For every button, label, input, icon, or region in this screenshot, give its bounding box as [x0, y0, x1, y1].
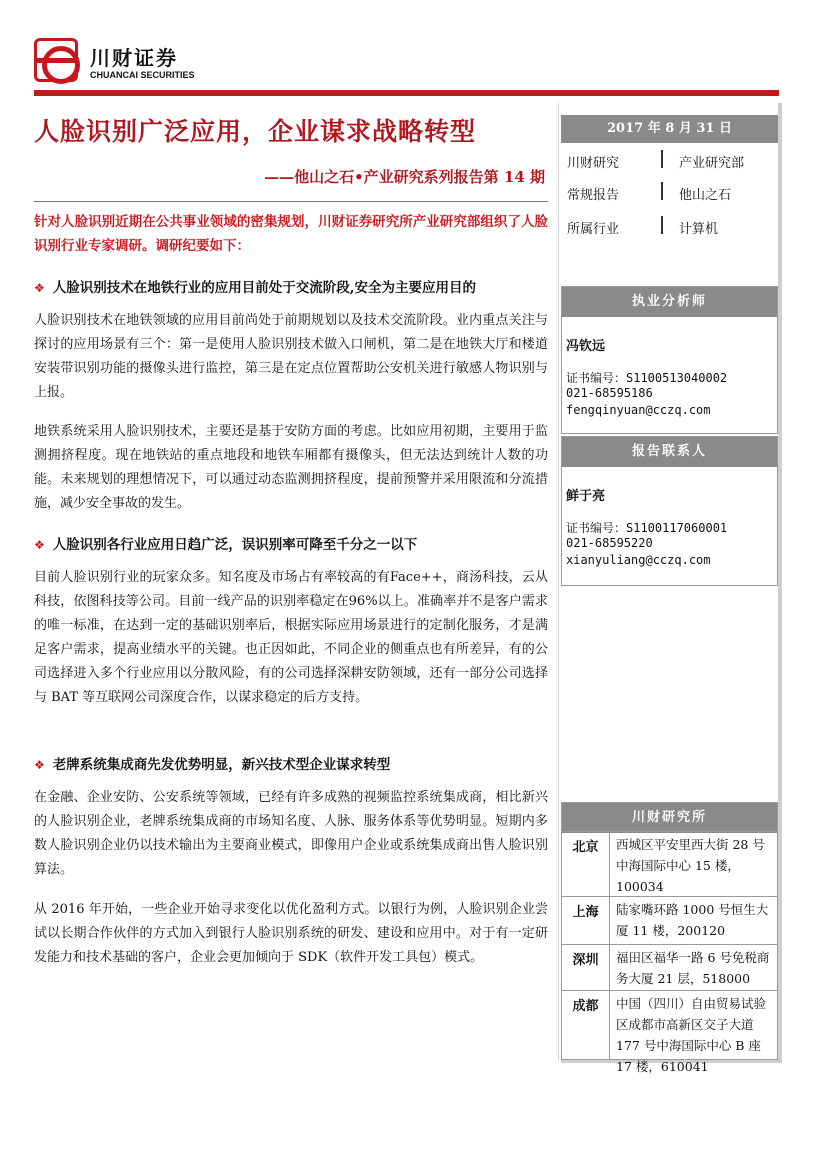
logo-chinese-name: 川财证券 — [90, 46, 178, 70]
institute-box — [561, 802, 778, 1074]
office-row-chengdu — [562, 990, 777, 1074]
office-address: 中国（四川）自由贸易试验区成都市高新区交子大道 177 号中海国际中心 B 座 17 楼，610041 — [616, 996, 767, 1074]
meta-key: 常规报告 — [567, 188, 620, 203]
section-heading-text: 人脸识别各行业应用日趋广泛，误识别率可降至千分之一以下 — [52, 537, 418, 553]
office-row-beijing — [562, 831, 777, 896]
report-subtitle: ——他山之石•产业研究系列报告第 14 期 — [264, 168, 545, 186]
meta-row-industry — [561, 212, 778, 242]
meta-separator — [661, 216, 663, 234]
analyst-header: 执业分析师 — [562, 287, 777, 317]
section-heading-1 — [34, 276, 548, 296]
diamond-bullet-icon: ❖ — [34, 538, 45, 552]
office-row-shenzhen — [562, 944, 777, 990]
section-1-paragraph-1: 人脸识别技术在地铁领域的应用目前尚处于前期规划以及技术交流阶段。业内重点关注与探讨的应用场景有三个：第一是使用人脸识别技术做入口闸机，第二是在地铁大厅和楼道安装带识别功能的摄像头进行监控，第三是在定点位置帮助公安机关进行敏感人物识别与上报。 — [34, 313, 548, 400]
analyst-phone: 021-68595186 — [566, 386, 653, 400]
contact-email[interactable]: xianyuliang@cczq.com — [566, 553, 711, 567]
report-date: 2017 年 8 月 31 日 — [561, 115, 778, 143]
contact-header: 报告联系人 — [562, 437, 777, 467]
meta-separator — [661, 182, 663, 200]
analyst-cert: 证书编号：S1100513040002 — [566, 371, 728, 385]
header-divider — [34, 90, 779, 96]
section-2-paragraph-1: 目前人脸识别行业的玩家众多。知名度及市场占有率较高的有Face++，商汤科技，云从科技，依图科技等公司。目前一线产品的识别率稳定在96%以上。准确率并不是客户需求的唯一标准，在达到一定的基础识别率后，根据实际应用场景进行的定制化服务，才是满足客户需求，提高业绩水平的关键。也正因如此，不同企业的侧重点也有所差异，有的公司选择进入多个行业应用以分散风险，有的公司选择深耕安防领域，还有一部分公司选择与 BAT 等互联网公司深度合作，以谋求稳定的后方支持。 — [34, 570, 548, 705]
section-heading-text: 老牌系统集成商先发优势明显，新兴技术型企业谋求转型 — [52, 757, 391, 773]
office-city: 上海 — [562, 897, 610, 944]
analyst-email[interactable]: fengqinyuan@cczq.com — [566, 403, 711, 417]
office-row-shanghai — [562, 896, 777, 944]
section-heading-text: 人脸识别技术在地铁行业的应用目前处于交流阶段,安全为主要应用目的 — [52, 280, 476, 296]
office-address: 西城区平安里西大街 28 号中海国际中心 15 楼，100034 — [616, 837, 765, 894]
meta-key: 川财研究 — [567, 156, 620, 171]
office-city: 北京 — [562, 832, 610, 896]
section-heading-3 — [34, 753, 548, 773]
office-address: 福田区福华一路 6 号免税商务大厦 21 层，518000 — [616, 950, 770, 986]
meta-value: 计算机 — [679, 222, 719, 237]
logo-mark-icon — [34, 38, 78, 82]
office-city: 深圳 — [562, 945, 610, 990]
meta-row-research — [561, 146, 778, 176]
contact-name: 鲜于亮 — [566, 489, 606, 504]
section-1-paragraph-2: 地铁系统采用人脸识别技术，主要还是基于安防方面的考虑。比如应用初期，主要用于监测拥挤程度。现在地铁站的重点地段和地铁车厢都有摄像头，但无法达到统计人数的功能。未来规划的理想情况下，可以通过动态监测拥挤程度，提前预警并采用限流和分流措施，减少安全事故的发生。 — [34, 424, 548, 511]
logo-english-name: CHUANCAI SECURITIES — [90, 70, 195, 80]
office-address: 陆家嘴环路 1000 号恒生大厦 11 楼，200120 — [616, 902, 769, 938]
meta-key: 所属行业 — [567, 222, 620, 237]
analyst-box — [561, 286, 778, 434]
report-lead: 针对人脸识别近期在公共事业领域的密集规划，川财证券研究所产业研究部组织了人脸识别行业专家调研。调研纪要如下： — [34, 214, 548, 254]
diamond-bullet-icon: ❖ — [34, 281, 45, 295]
sidebar-shadow-right — [778, 103, 782, 1061]
institute-header: 川财研究所 — [562, 803, 777, 833]
meta-value: 他山之石 — [679, 188, 732, 203]
meta-row-report-type — [561, 178, 778, 208]
section-3-paragraph-2: 从 2016 年开始，一些企业开始寻求变化以优化盈利方式。以银行为例，人脸识别企业尝试以长期合作伙伴的方式加入到银行人脸识别系统的研发、建设和应用中。对于有一定研发能力和技术基础的客户，企业会更加倾向于 SDK（软件开发工具包）模式。 — [34, 902, 548, 965]
section-3-paragraph-1: 在金融、企业安防、公安系统等领域，已经有许多成熟的视频监控系统集成商，相比新兴的人脸识别企业，老牌系统集成商的市场知名度、人脉、服务体系等优势明显。短期内多数人脸识别企业仍以技术输出为主要商业模式，即像用户企业或系统集成商出售人脸识别算法。 — [34, 790, 548, 877]
office-city: 成都 — [562, 991, 610, 1059]
analyst-name: 冯钦远 — [566, 339, 606, 354]
meta-value: 产业研究部 — [679, 156, 745, 171]
contact-cert: 证书编号：S1100117060001 — [566, 521, 728, 535]
contact-phone: 021-68595220 — [566, 536, 653, 550]
contact-box — [561, 436, 778, 586]
company-logo — [34, 36, 194, 88]
diamond-bullet-icon: ❖ — [34, 758, 45, 772]
report-title: 人脸识别广泛应用，企业谋求战略转型 — [34, 117, 477, 146]
meta-separator — [661, 150, 663, 168]
section-heading-2 — [34, 533, 548, 553]
title-divider — [34, 201, 548, 202]
